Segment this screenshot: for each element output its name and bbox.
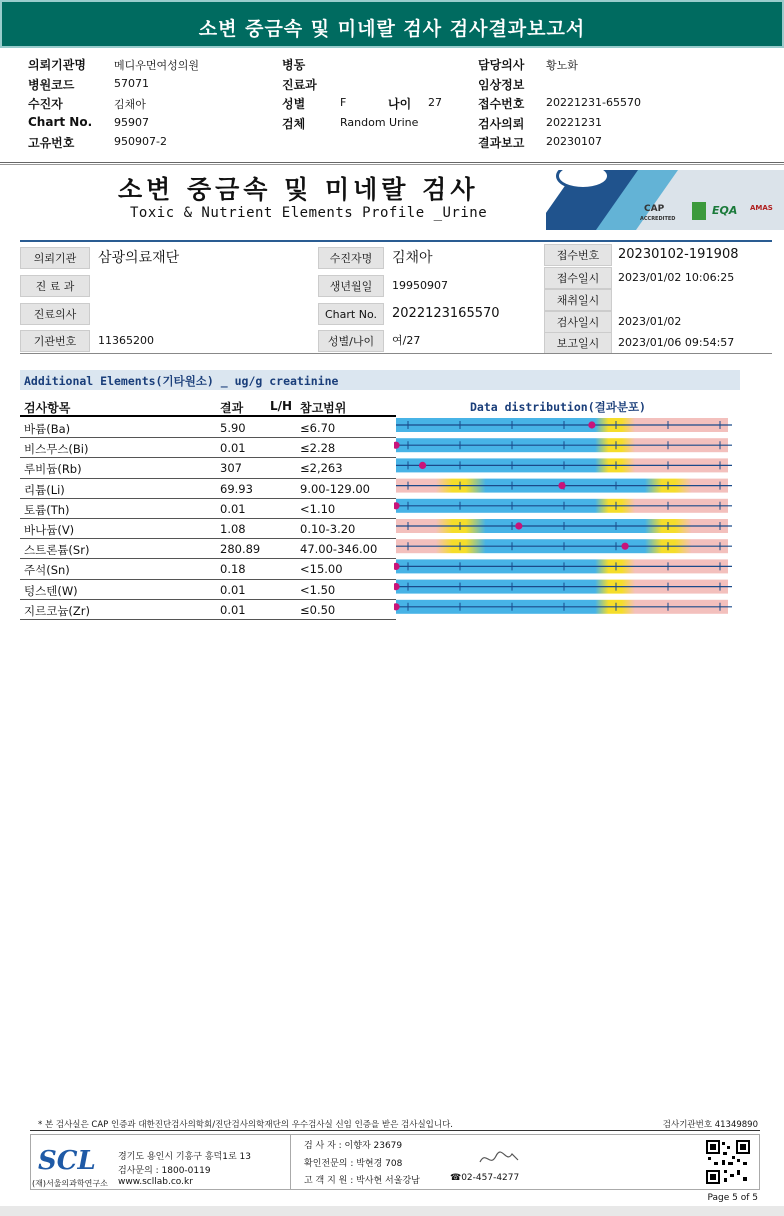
header-value: F — [340, 96, 347, 109]
row-item-name: 토륨(Th) — [24, 502, 70, 517]
info-label: 채취일시 — [544, 289, 612, 311]
column-header-lh: L/H — [270, 399, 293, 413]
info-value: 삼광의료재단 — [98, 250, 180, 266]
row-result: 0.01 — [220, 501, 246, 516]
cap-subtext: ACCREDITED — [640, 216, 676, 222]
row-reference: ≤6.70 — [300, 421, 336, 435]
patient-info-table — [20, 240, 772, 352]
header-divider — [0, 162, 784, 165]
row-divider — [20, 579, 396, 580]
lab-number: 검사기관번호 41349890 — [662, 1120, 758, 1130]
header-label: 병원코드 — [28, 78, 75, 92]
row-item-name: 지르코늄(Zr) — [24, 603, 91, 618]
header-label: 나이 — [388, 97, 412, 111]
footer-notice: * 본 검사실은 CAP 인증과 대한진단검사의학회/진단검사의학재단의 우수검사실 신임 인증을 받은 검사실입니다. — [38, 1120, 453, 1130]
column-header-distribution: Data distribution(결과분포) — [470, 400, 646, 414]
header-value: Random Urine — [340, 116, 419, 129]
eqa-logo: EQA — [712, 204, 738, 217]
accreditation-logo-area — [546, 170, 784, 230]
result-marker — [558, 482, 565, 489]
row-result: 69.93 — [220, 481, 253, 496]
row-reference: 0.10-3.20 — [300, 522, 356, 536]
result-marker — [419, 462, 426, 469]
info-value: 여/27 — [392, 334, 421, 347]
section-header — [20, 370, 740, 390]
scl-logo: SCL — [38, 1146, 96, 1176]
row-item-name: 주석(Sn) — [24, 563, 70, 578]
address: 경기도 용인시 기흥구 흥덕1로 13 — [118, 1152, 251, 1162]
header-value: 57071 — [114, 77, 149, 90]
header-value: 20221231 — [546, 116, 602, 129]
header-value: 20221231-65570 — [546, 96, 641, 109]
header-label: 임상정보 — [478, 78, 525, 92]
info-label: 접수번호 — [544, 244, 612, 266]
website-link[interactable]: www.scllab.co.kr — [118, 1177, 193, 1187]
distribution-chart — [394, 415, 734, 620]
info-value — [612, 289, 618, 311]
info-label: 수진자명 — [318, 247, 384, 269]
header-value: 20230107 — [546, 135, 602, 148]
table-top-rule — [20, 415, 396, 417]
signer-specialist: 확인전문의 : 박현경 708 — [304, 1159, 403, 1169]
report-subtitle: Toxic & Nutrient Elements Profile _Urine — [130, 205, 488, 221]
row-reference: ≤0.50 — [300, 602, 336, 617]
signer-support: 고 객 지 원 : 박사현 서울강남 — [304, 1176, 420, 1186]
row-divider — [20, 619, 396, 620]
row-reference: <1.50 — [300, 582, 336, 597]
row-result: 1.08 — [220, 522, 246, 536]
row-reference: ≤2.28 — [300, 441, 336, 456]
info-label: 의뢰기관 — [20, 247, 90, 269]
accreditation-mark-icon — [692, 202, 706, 220]
header-label: 성별 — [282, 97, 306, 111]
org-name: (재)서울의과학연구소 — [32, 1179, 108, 1188]
info-label: 보고일시 — [544, 332, 612, 354]
banner-title: 소변 중금속 및 미네랄 검사 검사결과보고서 — [198, 18, 586, 40]
row-result: 280.89 — [220, 542, 261, 557]
result-marker — [621, 543, 628, 550]
result-marker — [515, 522, 522, 529]
info-value — [92, 303, 98, 325]
column-header-result: 결과 — [220, 401, 244, 415]
info-label: 생년월일 — [318, 275, 384, 297]
header-label: 검사의뢰 — [478, 117, 525, 131]
header-label: 진료과 — [282, 78, 317, 92]
row-reference: <15.00 — [300, 562, 343, 577]
header-label: 접수번호 — [478, 97, 525, 111]
header-label: 수진자 — [28, 97, 63, 111]
info-label: 진 료 과 — [20, 275, 90, 297]
row-reference: 9.00-129.00 — [300, 481, 370, 496]
row-result: 307 — [220, 461, 242, 476]
row-result: 5.90 — [220, 421, 246, 435]
info-label: 검사일시 — [544, 311, 612, 333]
report-title: 소변 중금속 및 미네랄 검사 — [118, 175, 479, 204]
report-header — [0, 48, 784, 166]
contact-phone: 검사문의 : 1800-0119 — [118, 1166, 211, 1176]
header-label: 의뢰기관명 — [28, 58, 86, 72]
row-divider — [20, 478, 396, 479]
header-label: 결과보고 — [478, 136, 525, 150]
info-label: 진료의사 — [20, 303, 90, 325]
row-divider — [20, 538, 396, 539]
info-value: 2023/01/02 — [618, 315, 682, 328]
row-item-name: 스트론튬(Sr) — [24, 543, 90, 558]
row-result: 0.01 — [220, 602, 246, 617]
report-banner — [0, 0, 784, 48]
header-label: 담당의사 — [478, 58, 525, 72]
header-value: 메디우먼여성의원 — [114, 59, 200, 72]
info-value: 11365200 — [98, 334, 154, 347]
header-label: Chart No. — [28, 115, 93, 129]
support-phone: ☎02-457-4277 — [450, 1173, 520, 1183]
header-value: 황노화 — [546, 59, 578, 72]
info-value — [92, 275, 98, 297]
row-item-name: 루비듐(Rb) — [24, 462, 82, 477]
header-label: 검체 — [282, 117, 306, 131]
row-divider — [20, 498, 396, 499]
row-result: 0.01 — [220, 582, 246, 597]
info-label: 접수일시 — [544, 267, 612, 289]
header-label: 고유번호 — [28, 136, 75, 150]
row-divider — [20, 437, 396, 438]
amas-logo: AMAS — [750, 204, 773, 212]
header-value: 김채아 — [114, 98, 146, 111]
info-value: 김채아 — [392, 250, 433, 266]
header-value: 27 — [428, 96, 442, 109]
row-reference: ≤2,263 — [300, 461, 343, 476]
row-item-name: 바륨(Ba) — [24, 422, 71, 436]
row-reference: 47.00-346.00 — [300, 542, 378, 557]
info-label: 기관번호 — [20, 330, 90, 352]
header-label: 병동 — [282, 58, 306, 72]
row-item-name: 비스무스(Bi) — [24, 442, 89, 457]
info-label: Chart No. — [318, 303, 384, 325]
page-number: Page 5 of 5 — [707, 1193, 758, 1203]
info-value: 2023/01/02 10:06:25 — [618, 271, 735, 284]
cap-logo: CAP — [644, 204, 665, 214]
column-header-reference: 참고범위 — [300, 401, 347, 415]
signature-image — [478, 1148, 522, 1170]
result-marker — [588, 421, 595, 428]
row-item-name: 리튬(Li) — [24, 482, 65, 497]
row-item-name: 바나듐(V) — [24, 523, 75, 537]
info-value: 20230102-191908 — [618, 247, 739, 262]
viewer-bottom-bar — [0, 1206, 784, 1216]
info-value: 2022123165570 — [392, 306, 500, 321]
header-value: 950907-2 — [114, 135, 167, 148]
row-result: 0.01 — [220, 441, 246, 456]
row-divider — [20, 518, 396, 519]
row-result: 0.18 — [220, 562, 246, 577]
footer-notice-bar — [30, 1117, 760, 1131]
row-divider — [20, 457, 396, 458]
row-reference: <1.10 — [300, 501, 336, 516]
row-divider — [20, 599, 396, 600]
info-label: 성별/나이 — [318, 330, 384, 352]
row-divider — [20, 558, 396, 559]
column-header-item: 검사항목 — [24, 401, 71, 415]
info-value: 2023/01/06 09:54:57 — [618, 336, 735, 349]
header-value: 95907 — [114, 116, 149, 129]
section-title: Additional Elements(기타원소) _ ug/g creatinine — [24, 374, 339, 388]
info-value: 19950907 — [392, 279, 448, 292]
qr-code-icon — [706, 1140, 750, 1184]
row-item-name: 텅스텐(W) — [24, 583, 78, 598]
signer-tester: 검 사 자 : 이향자 23679 — [304, 1141, 403, 1151]
